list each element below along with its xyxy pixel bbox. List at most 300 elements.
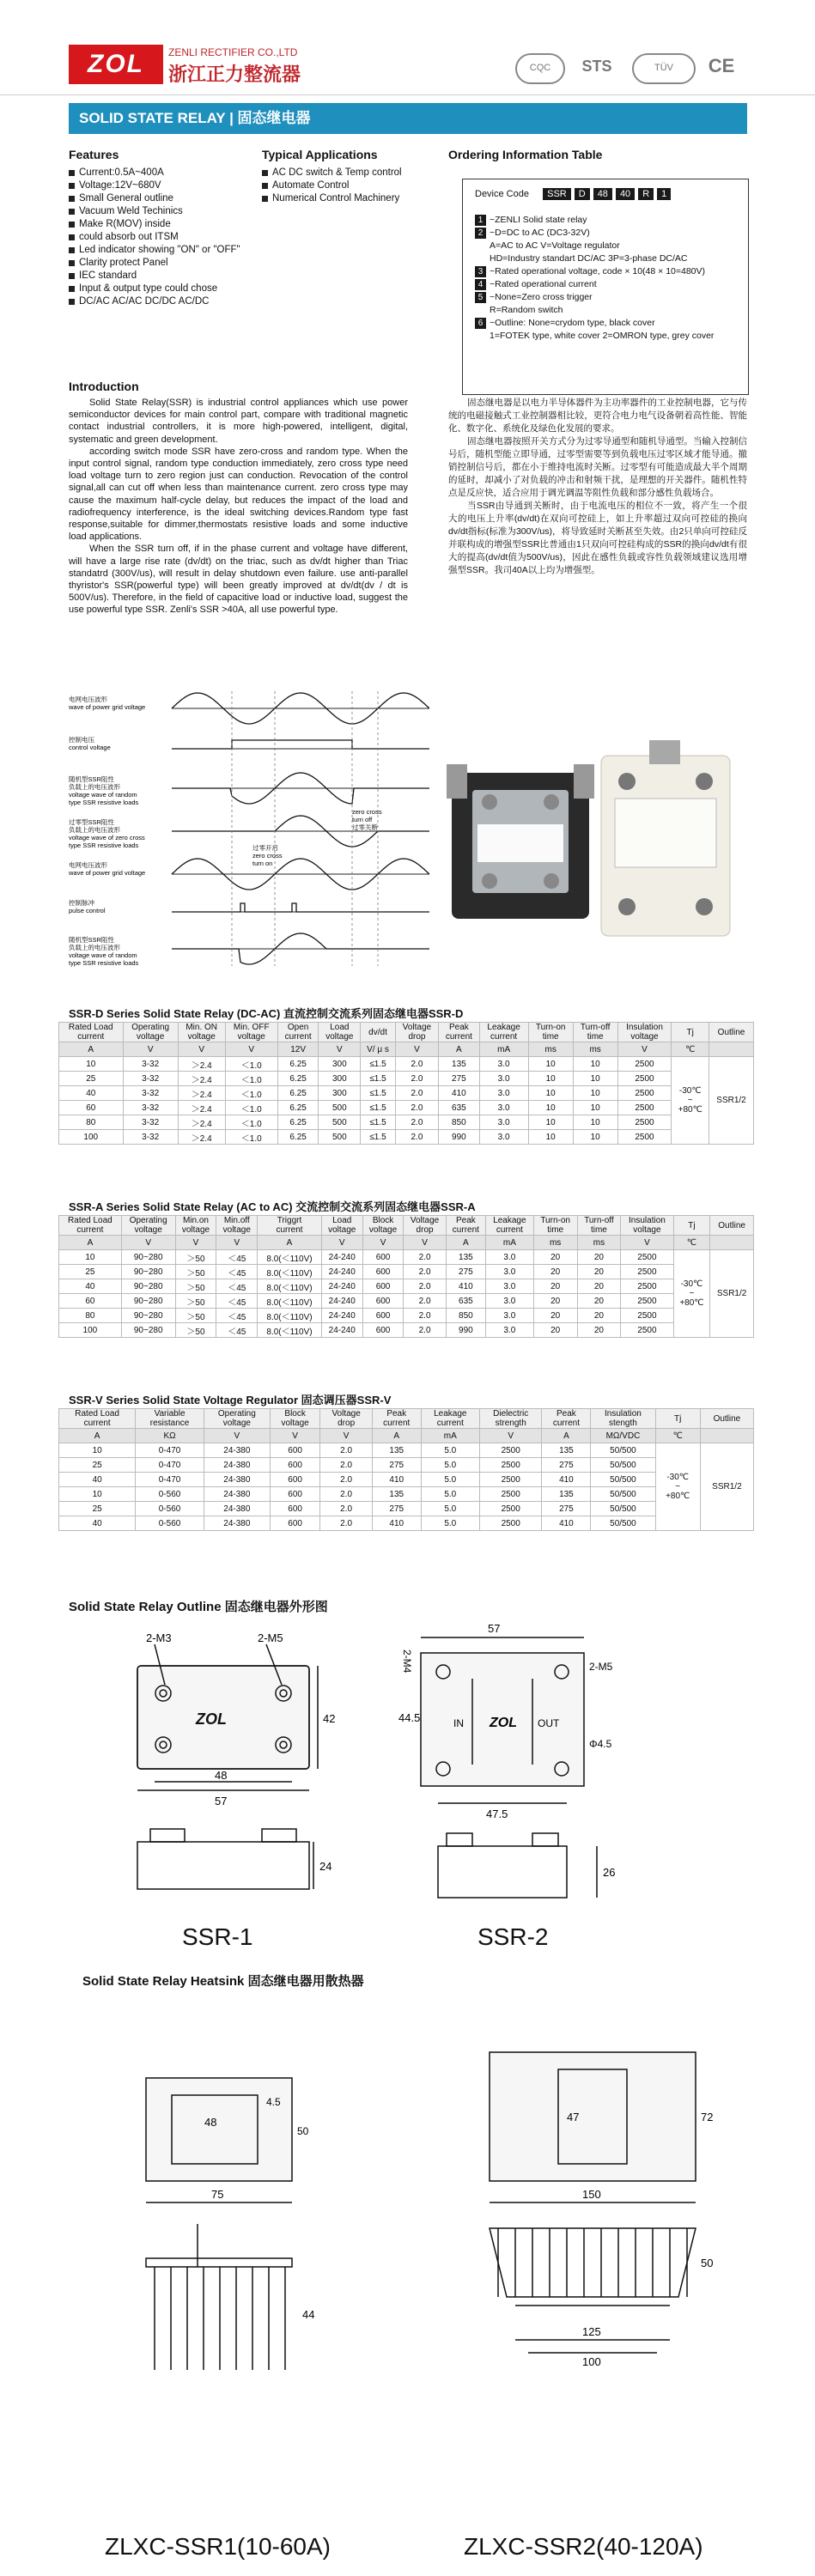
table-cell: 50/500 (591, 1487, 655, 1502)
table-cell: ＜45 (216, 1294, 258, 1309)
table-cell: 990 (439, 1130, 479, 1145)
table-header-cell: Insulation voltage (617, 1023, 672, 1042)
table-tj-cell: -30℃ ~ +80℃ (672, 1057, 709, 1145)
table-cell: 2.0 (395, 1072, 438, 1086)
table-header-cell: Leakage current (421, 1409, 479, 1429)
table-cell: 600 (362, 1279, 404, 1294)
table-header-cell: Turn-on time (533, 1216, 577, 1236)
table-cell: 2500 (479, 1516, 542, 1531)
table-cell: 10 (573, 1101, 617, 1115)
table-cell: 410 (542, 1473, 591, 1487)
table-cell: 5.0 (421, 1516, 479, 1531)
feature-item: Voltage:12V~680V (69, 179, 240, 192)
table-cell: 410 (542, 1516, 591, 1531)
table-unit-cell: V (204, 1429, 270, 1443)
table-header-cell: Leakage current (479, 1023, 528, 1042)
table-cell: 24-240 (321, 1309, 362, 1323)
table-cell: 2500 (617, 1130, 672, 1145)
table-cell: 3.0 (479, 1115, 528, 1130)
table-cell: 50/500 (591, 1443, 655, 1458)
feature-item: Make R(MOV) inside (69, 218, 240, 231)
title-bar: SOLID STATE RELAY | 固态继电器 (69, 103, 747, 134)
ssr2-dim-label: 2-M5 (589, 1661, 613, 1673)
ssr2-dim-label: 57 (488, 1622, 501, 1635)
table-outline-cell: SSR1/2 (700, 1443, 753, 1531)
device-code-label: Device Code (475, 189, 529, 199)
table-header-cell: Rated Load current (59, 1216, 122, 1236)
waveform-label: wave of power grid voltage (69, 869, 146, 877)
table-row (59, 1250, 754, 1265)
white-relay-photo (601, 740, 730, 936)
table-cell: 5.0 (421, 1473, 479, 1487)
zero-cross-on-note: 过零开启 (252, 844, 278, 852)
table-cell: 6.25 (277, 1086, 318, 1101)
hs1-dim-label: 4.5 (266, 2096, 281, 2108)
table-row (59, 1115, 754, 1130)
table-cell: 10 (59, 1250, 122, 1265)
table-cell: 600 (270, 1516, 320, 1531)
ssr2-dim-label: 26 (603, 1866, 616, 1879)
table-cell: 8.0(＜110V) (258, 1250, 322, 1265)
ssr1-dim-label: 57 (215, 1795, 228, 1807)
table-cell: ＜1.0 (225, 1057, 277, 1072)
table-cell: 600 (270, 1458, 320, 1473)
table-cell: 2.0 (404, 1250, 446, 1265)
waveform-label: control voltage (69, 744, 111, 751)
table-header-cell: Leakage current (486, 1216, 534, 1236)
table-cell: 24-240 (321, 1265, 362, 1279)
table-cell: 600 (270, 1502, 320, 1516)
table-cell: 20 (577, 1279, 621, 1294)
hs1-dim-label: 48 (204, 2116, 217, 2129)
table-row (59, 1473, 754, 1487)
table-unit-cell: ms (573, 1042, 617, 1057)
cqc-cert-icon: CQC (515, 53, 565, 84)
table-cell: 135 (439, 1057, 479, 1072)
zero-cross-on-note: zero cross (252, 852, 283, 860)
waveform-label: 负载上的电压波形 (69, 783, 120, 791)
table-header-cell: Operating voltage (123, 1023, 178, 1042)
ssr1-logo: ZOL (196, 1710, 227, 1728)
table-cell: 10 (528, 1057, 573, 1072)
table-cell: 10 (528, 1072, 573, 1086)
table-cell: 90~280 (121, 1265, 175, 1279)
table-row (59, 1294, 754, 1309)
table-cell: 90~280 (121, 1279, 175, 1294)
table-cell: 10 (528, 1130, 573, 1145)
table-cell: ≤1.5 (361, 1115, 395, 1130)
introduction-text-cn (448, 397, 747, 577)
table-header-cell: Voltage drop (320, 1409, 372, 1429)
table-unit-cell: A (59, 1042, 124, 1057)
table-cell: 5.0 (421, 1502, 479, 1516)
table-unit-cell: A (446, 1236, 485, 1250)
hs1-dim-label: 44 (302, 2308, 315, 2321)
table-cell: 850 (446, 1309, 485, 1323)
application-item: Numerical Control Machinery (262, 192, 451, 205)
table-header-cell: Load voltage (319, 1023, 361, 1042)
table-cell: ＜1.0 (225, 1072, 277, 1086)
table-cell: 24-240 (321, 1279, 362, 1294)
table-unit-cell: V (225, 1042, 277, 1057)
table-cell: ≤1.5 (361, 1072, 395, 1086)
table-cell: 50/500 (591, 1516, 655, 1531)
table-cell: 2.0 (404, 1294, 446, 1309)
table-cell: ＞50 (175, 1250, 216, 1265)
ssr2-dim-label: 2-M4 (401, 1649, 413, 1674)
relay-photos (447, 738, 739, 953)
table-header-cell: Dielectric strength (479, 1409, 542, 1429)
table-cell: 2500 (479, 1487, 542, 1502)
table-cell: 3.0 (486, 1265, 534, 1279)
table-cell: 10 (59, 1443, 136, 1458)
table-unit-cell: ℃ (655, 1429, 700, 1443)
table-unit-cell: A (439, 1042, 479, 1057)
table-cell: 0-470 (136, 1458, 204, 1473)
ssr2-outline-drawing (386, 1619, 644, 1911)
table-cell: ＜1.0 (225, 1086, 277, 1101)
applications-heading: Typical Applications (262, 148, 378, 161)
table-header-cell: Open current (277, 1023, 318, 1042)
table-unit-cell: V (178, 1042, 225, 1057)
table-header-cell: Peak current (446, 1216, 485, 1236)
device-code-cell: SSR (543, 188, 571, 200)
table-cell: 10 (528, 1115, 573, 1130)
table-header-cell: Voltage drop (404, 1216, 446, 1236)
ordering-number: 4 (475, 279, 486, 290)
ordering-line: 2 ~D=DC to AC (DC3-32V) (475, 227, 745, 240)
feature-item: Clarity protect Panel (69, 257, 240, 270)
table-cell: ＞2.4 (178, 1057, 225, 1072)
table-cell: 135 (372, 1443, 421, 1458)
table-cell: 50/500 (591, 1458, 655, 1473)
table-cell: 3.0 (479, 1057, 528, 1072)
table-header-cell: Insulation stength (591, 1409, 655, 1429)
table-cell: 3-32 (123, 1072, 178, 1086)
table-cell: 24-380 (204, 1487, 270, 1502)
hs1-dim-label: 50 (297, 2125, 309, 2137)
table-cell: 0-470 (136, 1473, 204, 1487)
waveform-label: 负载上的电压波形 (69, 944, 120, 951)
ordering-line: 3 ~Rated operational voltage, code × 10(48 × 10=480V) (475, 265, 745, 278)
ssr2-dim-label: 44.5 (398, 1711, 421, 1724)
table-cell: 10 (528, 1101, 573, 1115)
table-cell: 2.0 (395, 1086, 438, 1101)
table-header-cell: Tj (672, 1023, 709, 1042)
table-cell: 3-32 (123, 1130, 178, 1145)
table-tj-cell: -30℃ ~ +80℃ (655, 1443, 700, 1531)
table-cell: 24-380 (204, 1473, 270, 1487)
intro-paragraph: Solid State Relay(SSR) is industrial control appliances which use power semiconductor devices for main control part, compare with traditional magnetic contact industrial controllers, it is more high-powered, intelligent, digital, systematic and green development. (69, 398, 408, 445)
table-header-cell: Tj (655, 1409, 700, 1429)
table-cell: 10 (59, 1487, 136, 1502)
heatsink1-drawing (103, 2009, 344, 2396)
table-cell: 10 (573, 1086, 617, 1101)
ssr2-logo: ZOL (490, 1716, 517, 1730)
table-cell: 24-380 (204, 1516, 270, 1531)
table-cell: 850 (439, 1115, 479, 1130)
table-row (59, 1487, 754, 1502)
intro-paragraph-cn: 当SSR由导通到关断时，由于电流电压的相位不一致，将产生一个很大的电压上升率(dv/dt)在双向可控硅上，如上升率超过双向可控硅的换向dv/dt指标(标准为300V/us)，将导致延时关断甚至失效。由2只单向可控硅反并联构成的增强型SSR比普通由1只双向可控硅构成的SSR的换向dv/dt有很大的提高(dv/dt值为500V/us)，因此在感性负载或容性负载领域建议选用增强型SSR。我司40A以上均为增强型。 (448, 501, 747, 575)
company-name-cn: 浙江正力整流器 (168, 64, 301, 85)
table-cell: ＜45 (216, 1265, 258, 1279)
table-cell: 3.0 (479, 1130, 528, 1145)
table-header-cell: Peak current (372, 1409, 421, 1429)
table-unit-cell: 12V (277, 1042, 318, 1057)
table-cell: ＞2.4 (178, 1086, 225, 1101)
ssr2-dim-label: 47.5 (486, 1807, 508, 1820)
table-cell: 300 (319, 1057, 361, 1072)
table-cell: 275 (372, 1502, 421, 1516)
table-cell: 20 (577, 1250, 621, 1265)
table-cell: 3.0 (486, 1279, 534, 1294)
feature-item: Current:0.5A~400A (69, 167, 240, 179)
table-cell: 2500 (617, 1072, 672, 1086)
table-row (59, 1309, 754, 1323)
table-a (58, 1215, 754, 1338)
table-cell: 2.0 (320, 1458, 372, 1473)
table-cell: 135 (542, 1443, 591, 1458)
table-unit-cell: mA (421, 1429, 479, 1443)
table-cell: 20 (577, 1323, 621, 1338)
sts-cert-icon: STS (581, 58, 612, 75)
table-d (58, 1022, 754, 1145)
zero-cross-on-note: turn on (252, 860, 273, 867)
table-cell: 40 (59, 1473, 136, 1487)
table-cell: 3.0 (486, 1250, 534, 1265)
table-cell: ＞50 (175, 1323, 216, 1338)
table-header-cell: Outline (710, 1216, 754, 1236)
table-cell: ≤1.5 (361, 1086, 395, 1101)
feature-item: Led indicator showing "ON" or "OFF" (69, 244, 240, 257)
waveform-label: 过零型SSR阻性 (69, 818, 114, 826)
table-cell: ＞50 (175, 1279, 216, 1294)
table-unit-cell: mA (479, 1042, 528, 1057)
table-cell: 60 (59, 1294, 122, 1309)
table-cell: 275 (439, 1072, 479, 1086)
device-code-cell: R (638, 188, 654, 200)
table-cell: 10 (528, 1086, 573, 1101)
table-header-cell: Min. ON voltage (178, 1023, 225, 1042)
features-list (69, 167, 240, 308)
table-row (59, 1516, 754, 1531)
features-heading: Features (69, 148, 119, 161)
applications-list (262, 167, 451, 205)
hs2-dim-label: 100 (582, 2355, 601, 2368)
intro-paragraph: When the SSR turn off, if in the phase current and voltage have different, will have a large rise rate (dv/dt) on the triac, such as dv/dt higher than Triac standatrd (300V/us), will result in delay shutdown even failure. use anti-parallel thyristor's SSR(powerful type) will been greatly improved at dv/dt(dv / dt is 500V/us). Therefore, in the field of capacitive load or inductive load, suggest the use powerful type SSR. Zenli's SSR >40A, all use powerful type. (69, 544, 408, 616)
table-cell: 6.25 (277, 1115, 318, 1130)
table-cell: 25 (59, 1502, 136, 1516)
table-v (58, 1408, 754, 1531)
table-cell: ＜1.0 (225, 1101, 277, 1115)
table-cell: 2.0 (320, 1473, 372, 1487)
table-row (59, 1057, 754, 1072)
table-tj-cell: -30℃ ~ +80℃ (673, 1250, 710, 1338)
application-item: AC DC switch & Temp control (262, 167, 451, 179)
table-unit-cell: V (121, 1236, 175, 1250)
waveform-label: 控制电压 (69, 736, 94, 744)
ordering-line: R=Random switch (490, 305, 563, 315)
ssr1-dim-label: 42 (323, 1712, 336, 1725)
black-relay-photo (447, 764, 594, 919)
table-header-cell: Rated Load current (59, 1409, 136, 1429)
table-row (59, 1072, 754, 1086)
ssr1-dim-label: 2-M3 (146, 1631, 172, 1644)
table-cell: 2.0 (395, 1101, 438, 1115)
waveform-label: 电网电压波形 (69, 696, 107, 703)
table-cell: 20 (533, 1265, 577, 1279)
table-row (59, 1443, 754, 1458)
table-cell: 20 (533, 1323, 577, 1338)
table-cell: 20 (533, 1294, 577, 1309)
waveform-label: type SSR resistive loads (69, 799, 139, 806)
table-unit-cell: A (258, 1236, 322, 1250)
table-cell: 600 (362, 1323, 404, 1338)
table-header-cell: Voltage drop (395, 1023, 438, 1042)
hs2-dim-label: 72 (701, 2111, 714, 2123)
waveform-label: voltage wave of random (69, 951, 137, 959)
table-cell: ＞50 (175, 1294, 216, 1309)
table-cell: 275 (542, 1502, 591, 1516)
table-cell: ≤1.5 (361, 1130, 395, 1145)
ordering-number: 5 (475, 292, 486, 303)
ssr1-dim-label: 2-M5 (258, 1631, 283, 1644)
table-cell: 3.0 (486, 1294, 534, 1309)
device-code-cell: D (575, 188, 590, 200)
feature-item: IEC standard (69, 270, 240, 283)
table-cell: 3.0 (479, 1086, 528, 1101)
hs2-dim-label: 50 (701, 2257, 714, 2269)
table-cell: 90~280 (121, 1309, 175, 1323)
waveform-label: 随机型SSR阻性 (69, 775, 114, 783)
table-unit-cell: V (123, 1042, 178, 1057)
table-cell: 500 (319, 1115, 361, 1130)
table-row (59, 1502, 754, 1516)
table-cell: 20 (533, 1279, 577, 1294)
table-cell: 0-560 (136, 1502, 204, 1516)
table-cell: 635 (439, 1101, 479, 1115)
table-cell: 2500 (617, 1101, 672, 1115)
table-cell: 500 (319, 1130, 361, 1145)
ordering-number: 1 (475, 215, 486, 226)
table-unit-cell: MΩ/VDC (591, 1429, 655, 1443)
outline-section-title: Solid State Relay Outline 固态继电器外形图 (69, 1600, 328, 1614)
table-cell: 2.0 (404, 1265, 446, 1279)
table-cell: 5.0 (421, 1458, 479, 1473)
table-cell: 2.0 (395, 1115, 438, 1130)
ce-cert-icon: CE (708, 55, 735, 76)
table-unit-cell: V (362, 1236, 404, 1250)
table-cell: 8.0(＜110V) (258, 1294, 322, 1309)
table-cell: 24-380 (204, 1458, 270, 1473)
table-unit-cell: V (320, 1429, 372, 1443)
table-unit-cell: V (216, 1236, 258, 1250)
table-header-cell: Peak current (542, 1409, 591, 1429)
table-cell: 24-240 (321, 1250, 362, 1265)
table-cell: 2500 (621, 1279, 673, 1294)
table-unit-cell: V (270, 1429, 320, 1443)
device-code-cell: 48 (593, 188, 612, 200)
feature-item: DC/AC AC/AC DC/DC AC/DC (69, 295, 240, 308)
zero-cross-off-note: 过零关断 (352, 823, 378, 831)
intro-paragraph-cn: 固态继电器是以电力半导体器件为主功率器件的工业控制电器，它与传统的电磁接触式工业控制器相比较，更符合电力电气设备朝着高性能、智能化、数字化、系统化及绿色化发展的要求。 (448, 398, 747, 434)
table-header-cell: Outline (709, 1023, 754, 1042)
ordering-line: 1=FOTEK type, white cover 2=OMRON type, grey cover (490, 331, 715, 341)
heatsink-body (490, 2228, 696, 2297)
table-cell: 6.25 (277, 1072, 318, 1086)
table-cell: ≤1.5 (361, 1057, 395, 1072)
table-unit-cell: V (321, 1236, 362, 1250)
table-cell: 40 (59, 1086, 124, 1101)
table-cell: 100 (59, 1130, 124, 1145)
table-a-title: SSR-A Series Solid State Relay (AC to AC) 交流控制交流系列固态继电器SSR-A (69, 1200, 476, 1213)
table-cell: 40 (59, 1279, 122, 1294)
table-unit-cell: V (175, 1236, 216, 1250)
table-cell: 2500 (617, 1057, 672, 1072)
table-cell: 60 (59, 1101, 124, 1115)
waveform-diagram (69, 687, 429, 979)
table-header-cell: Operating voltage (121, 1216, 175, 1236)
table-cell: 135 (542, 1487, 591, 1502)
ordering-line: 1 ~ZENLI Solid state relay (475, 214, 745, 227)
table-unit-cell: ℃ (672, 1042, 709, 1057)
company-name-en: ZENLI RECTIFIER CO.,LTD (168, 46, 298, 58)
table-cell: 20 (577, 1294, 621, 1309)
hs2-dim-label: 125 (582, 2325, 601, 2338)
table-cell: 2500 (479, 1458, 542, 1473)
table-cell: 600 (270, 1487, 320, 1502)
ordering-line: 5 ~None=Zero cross trigger (475, 291, 745, 304)
ssr2-dim-label: Φ4.5 (589, 1738, 612, 1750)
ssr1-dim-label: 48 (215, 1769, 228, 1782)
table-cell: ≤1.5 (361, 1101, 395, 1115)
table-header-cell: Turn-off time (577, 1216, 621, 1236)
table-row (59, 1458, 754, 1473)
table-unit-cell: KΩ (136, 1429, 204, 1443)
table-cell: 8.0(＜110V) (258, 1309, 322, 1323)
table-unit-cell: V (479, 1429, 542, 1443)
table-cell: 20 (533, 1250, 577, 1265)
table-cell: 410 (446, 1279, 485, 1294)
table-row (59, 1265, 754, 1279)
table-cell: 2500 (617, 1086, 672, 1101)
table-cell: 2500 (621, 1265, 673, 1279)
table-cell: 2500 (621, 1309, 673, 1323)
waveform-label: 控制脉冲 (69, 899, 94, 907)
table-cell: 24-240 (321, 1323, 362, 1338)
introduction-text-en (69, 397, 408, 617)
intro-paragraph-cn: 固态继电器按照开关方式分为过零导通型和随机导通型。当输入控制信号后，随机型能立即导通，过零型需要等到负载电压过零区域才能导通。撤销控制信号后，都在小于维持电流时关断。过零型有可能造成最大半个周期的延时，却减小了对负载的冲击和射频干扰，是理想的开关器件。随机性特点是反应快，适合应用于调光调温等阻性负载和部分感性负载场合。 (448, 436, 747, 498)
table-cell: 2.0 (320, 1516, 372, 1531)
table-cell: 10 (573, 1130, 617, 1145)
table-cell: 20 (533, 1309, 577, 1323)
introduction-heading: Introduction (69, 380, 139, 393)
ssr1-label: SSR-1 (182, 1923, 253, 1950)
ordering-number: 3 (475, 266, 486, 277)
table-cell: 20 (577, 1309, 621, 1323)
table-cell: ＜45 (216, 1323, 258, 1338)
zero-cross-off-note: zero cross (352, 808, 382, 816)
table-cell: ＞50 (175, 1265, 216, 1279)
table-header-cell: Rated Load current (59, 1023, 124, 1042)
table-unit-cell: A (372, 1429, 421, 1443)
table-header-cell: Min.on voltage (175, 1216, 216, 1236)
ordering-table (462, 179, 749, 395)
table-cell: 2.0 (320, 1487, 372, 1502)
table-cell: 20 (577, 1265, 621, 1279)
table-cell: 300 (319, 1086, 361, 1101)
device-code-cell: 1 (657, 188, 671, 200)
